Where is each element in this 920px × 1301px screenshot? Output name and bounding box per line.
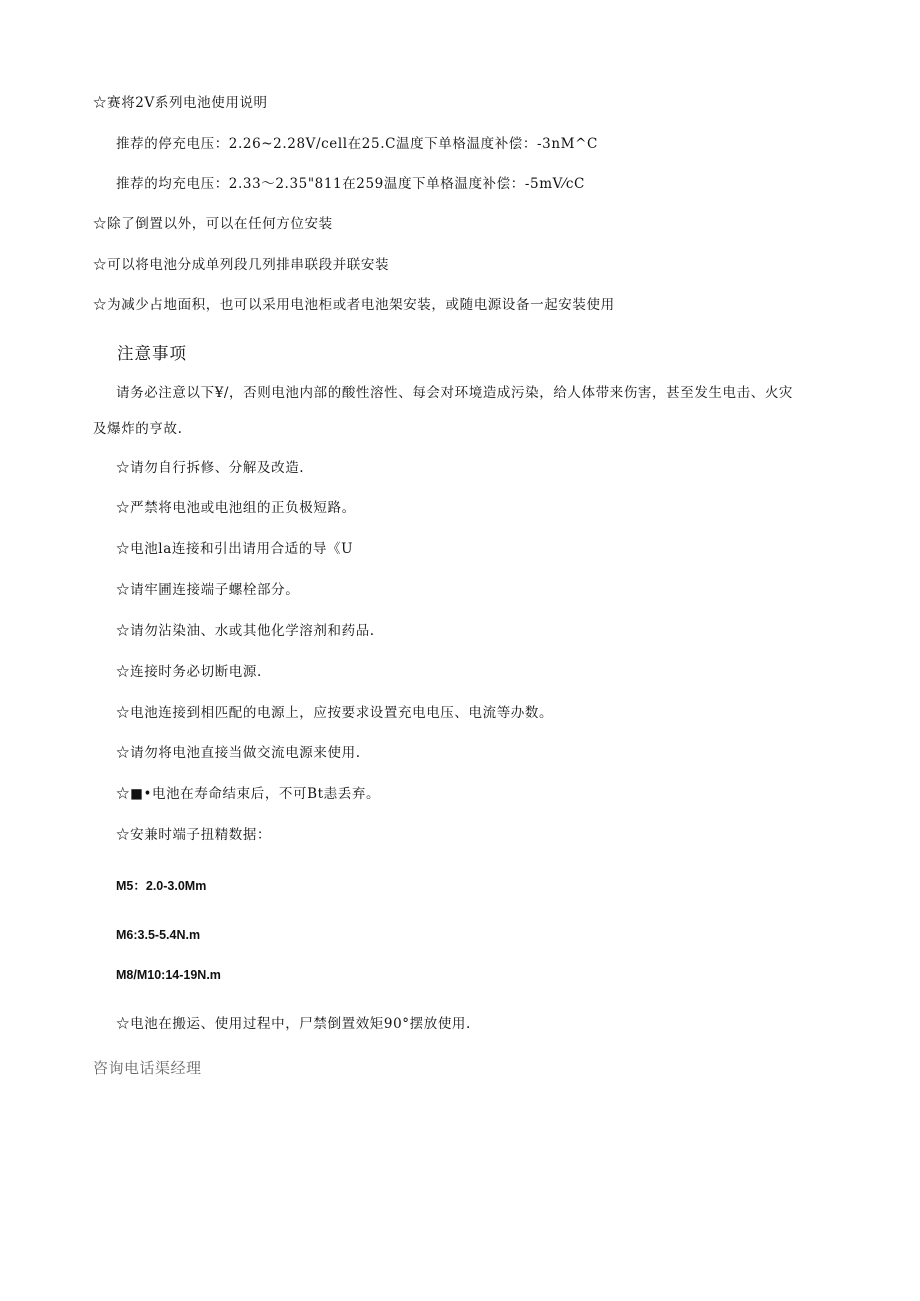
torque-m6: M6:3.5-5.4N.m xyxy=(116,928,201,942)
note-item: ☆请牢圃连接端子螺栓部分。 xyxy=(116,582,300,598)
note-item: ☆请勿自行拆修、分解及改造. xyxy=(116,460,305,476)
intro-title: ☆赛将2V系列电池使用说明 xyxy=(93,95,268,111)
notes-intro-line-2: 及爆炸的亨故. xyxy=(93,421,183,437)
note-item: ☆请勿将电池直接当做交流电源来使用. xyxy=(116,745,361,761)
note-item: ☆严禁将电池或电池组的正负极短路。 xyxy=(116,500,356,516)
notes-intro-line-1: 请务必注意以下¥/，否则电池内部的酸性溶性、每会对环境造成污染，给人体带来伤害，甚至发生电击、火灾 xyxy=(116,385,794,401)
torque-m8-m10: M8/M10:14-19N.m xyxy=(116,968,221,982)
note-item: ☆■•电池在寿命结束后，不可Bt恚丢弃。 xyxy=(116,786,381,802)
float-voltage-line: 推荐的停充电压：2.26~2.28V/cell在25.C温度下单格温度补偿：-3nM^C xyxy=(116,136,598,152)
note-item: ☆电池la连接和引出请用合适的导《U xyxy=(116,541,354,557)
note-item: ☆请勿沾染油、水或其他化学溶剂和药品. xyxy=(116,623,375,639)
install-note-2: ☆可以将电池分成单列段几列排串联段并联安装 xyxy=(93,257,390,273)
install-note-3: ☆为减少占地面积，也可以采用电池柜或者电池架安装，或随电源设备一起安装使用 xyxy=(93,297,615,313)
equalize-voltage-line: 推荐的均充电压：2.33～2.35"811在259温度下单格温度补偿：-5mV⁄cC xyxy=(116,176,585,192)
note-item: ☆电池连接到相匹配的电源上，应按要求设置充电电压、电流等办数。 xyxy=(116,705,554,721)
note-item: ☆连接时务必切断电源. xyxy=(116,664,262,680)
note-item: ☆安兼时端子扭精数据： xyxy=(116,827,272,843)
install-note-1: ☆除了倒置以外，可以在任何方位安装 xyxy=(93,216,333,232)
notes-heading: 注意事项 xyxy=(117,344,187,363)
transport-note: ☆电池在搬运、使用过程中，尸禁倒置效矩90°摆放使用. xyxy=(116,1016,471,1032)
contact-line: 咨询电话渠经理 xyxy=(93,1059,202,1077)
torque-m5: M5：2.0-3.0Mm xyxy=(116,879,207,893)
